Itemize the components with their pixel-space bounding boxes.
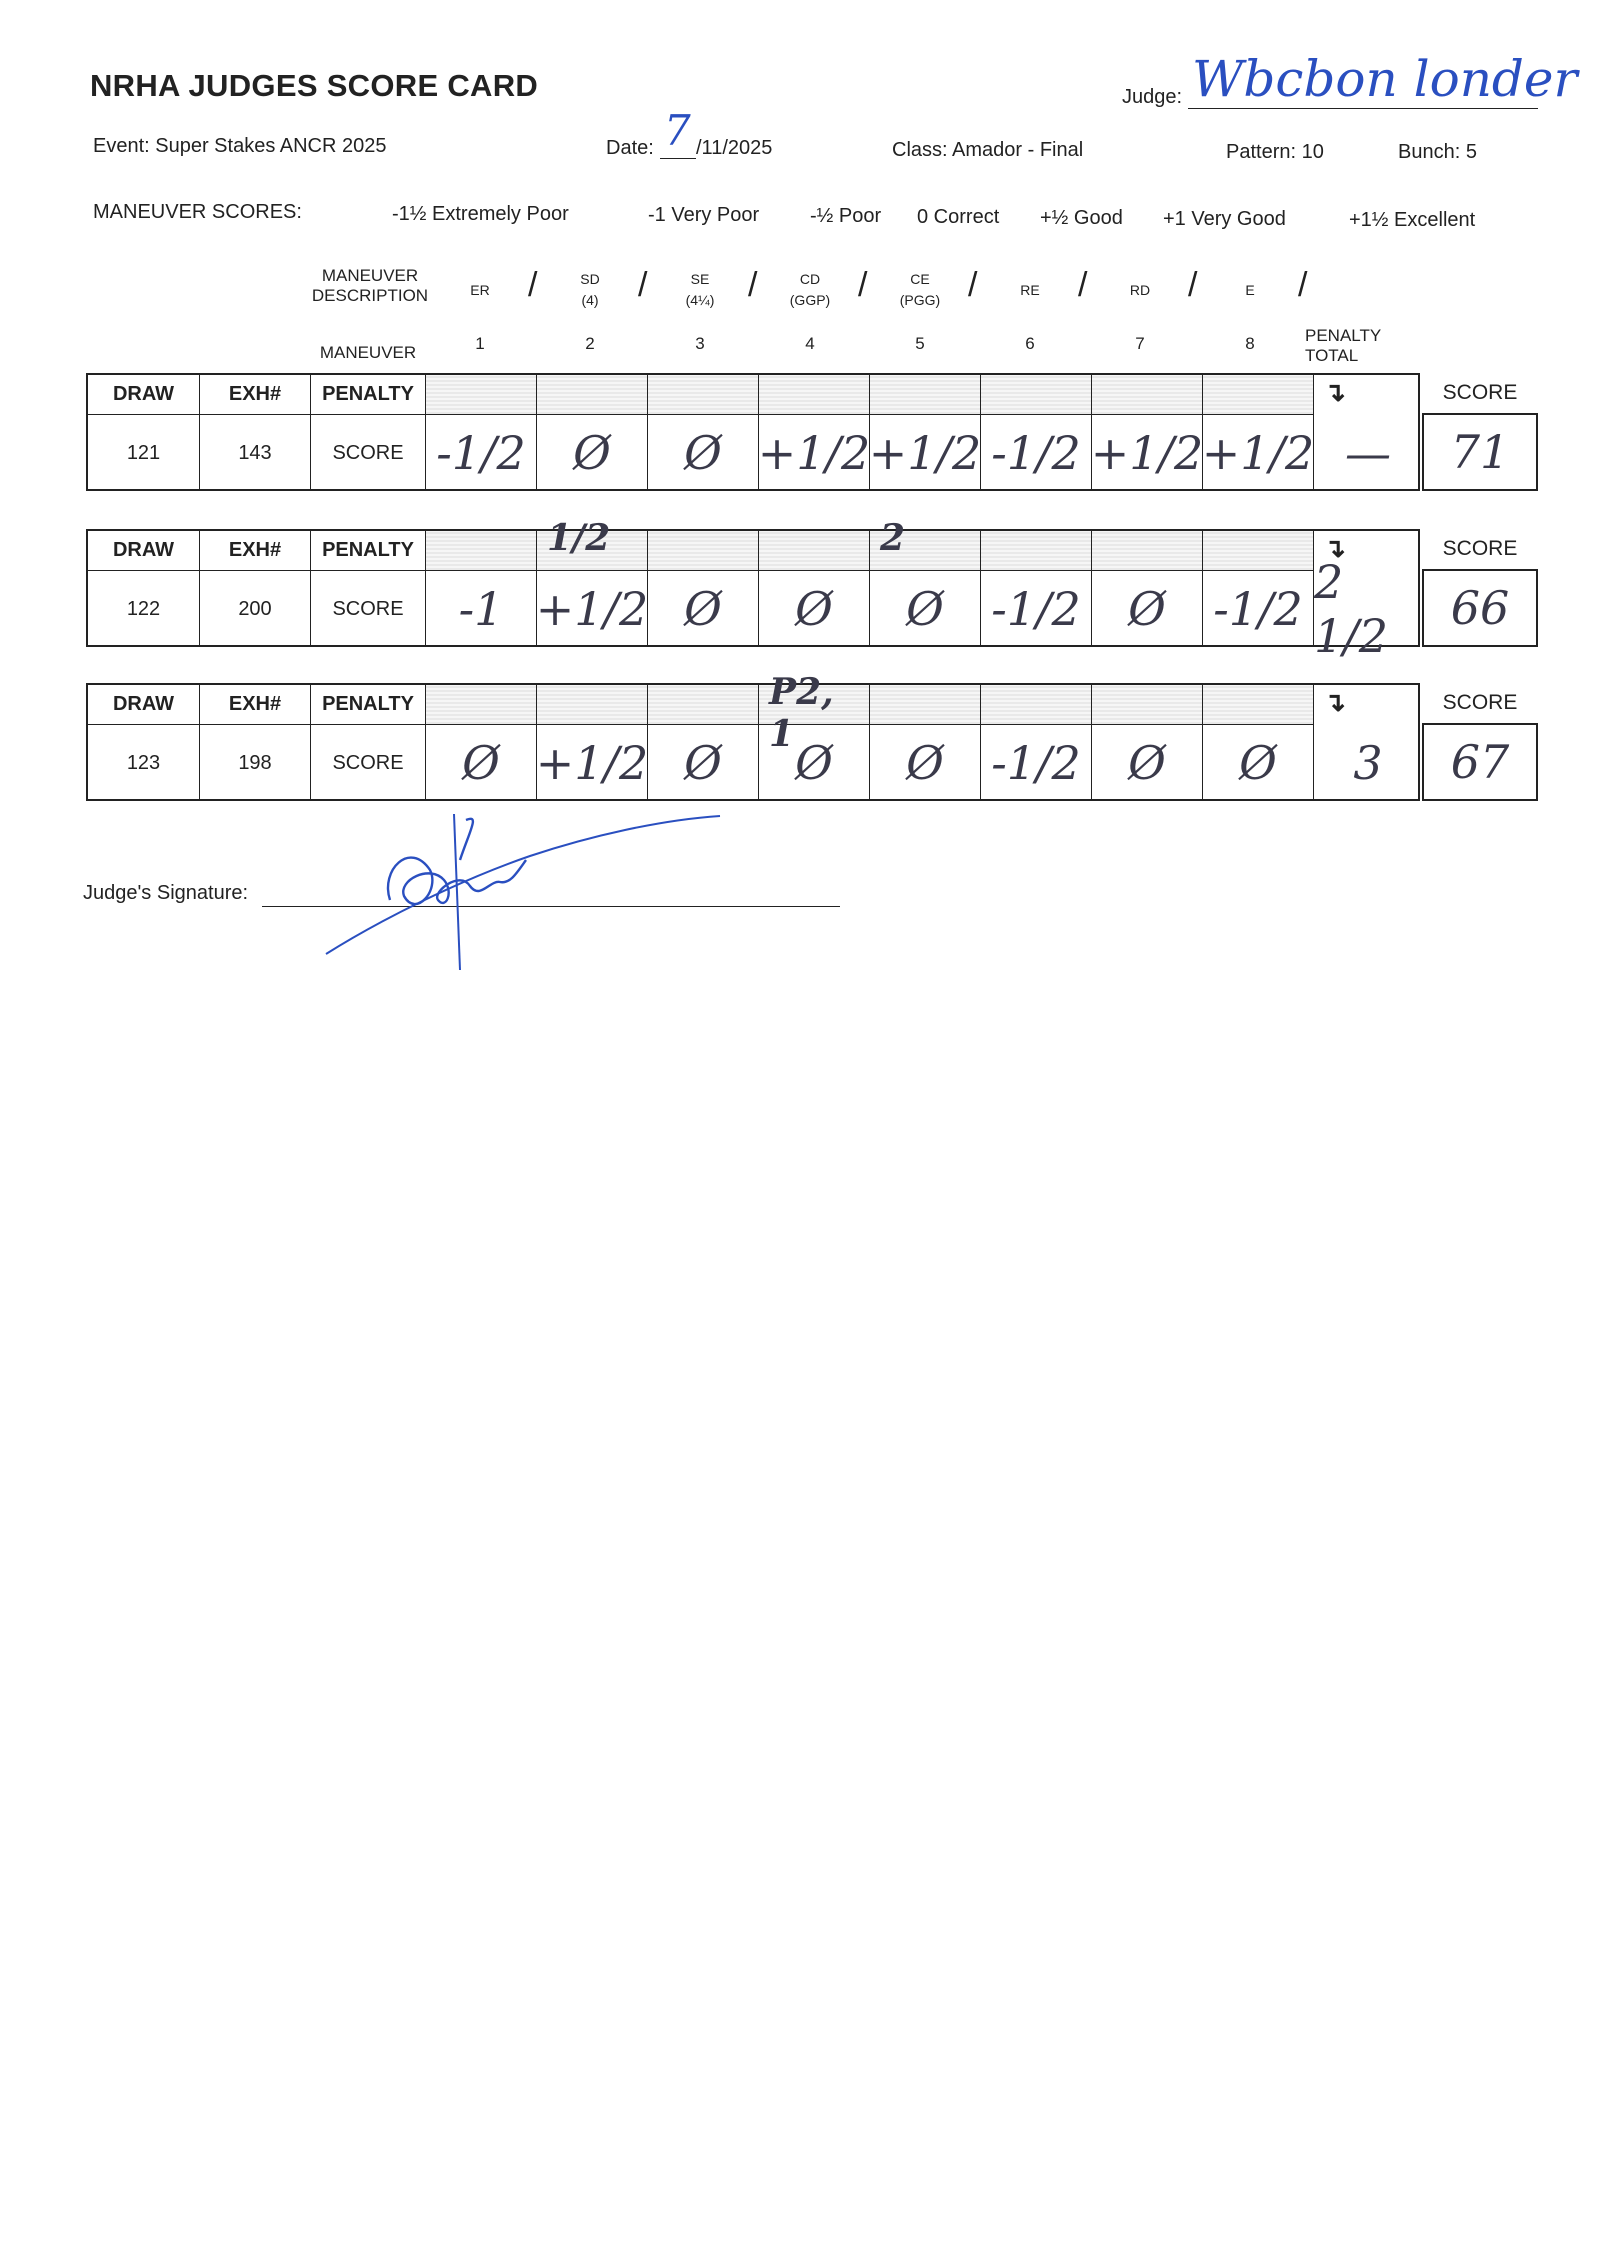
date-day-line	[660, 158, 696, 159]
maneuver-score-cell	[1092, 725, 1203, 801]
legend-item: -1½ Extremely Poor	[392, 203, 569, 225]
maneuver-score-cell	[537, 725, 648, 801]
maneuver-penalty-cell	[648, 531, 759, 571]
exh-header: EXH#	[200, 375, 311, 415]
maneuver-score: -1/2	[436, 426, 526, 480]
maneuver-penalty-cell	[648, 375, 759, 415]
maneuver-penalty-cell	[981, 375, 1092, 415]
penalty-header: PENALTY	[311, 375, 426, 415]
maneuver-code: ER	[470, 282, 490, 298]
score-row-label: SCORE	[311, 725, 426, 801]
penalty-total-arrow-icon: ↴	[1324, 687, 1346, 717]
run-card-3	[86, 671, 1538, 801]
maneuver-number: 2	[585, 334, 595, 353]
maneuver-score: Ø	[906, 582, 944, 636]
maneuver-score: +1/2	[1090, 426, 1204, 480]
maneuver-penalty-cell	[537, 685, 648, 725]
maneuver-score-cell	[648, 725, 759, 801]
maneuver-number: 5	[915, 334, 925, 353]
maneuver-score: Ø	[1128, 736, 1166, 790]
penalty-total-cell	[1314, 725, 1422, 801]
final-score-cell	[1422, 569, 1538, 647]
class-label: Class: Amador - Final	[892, 139, 1084, 161]
maneuver-number-label: MANEUVER	[319, 343, 417, 362]
draw-header: DRAW	[88, 531, 200, 571]
maneuver-score-cell	[1092, 415, 1203, 491]
maneuver-separator: /	[638, 266, 648, 304]
maneuver-number: 7	[1135, 334, 1145, 353]
maneuver-separator: /	[528, 266, 538, 304]
maneuver-penalty-cell	[426, 375, 537, 415]
run-card-1	[86, 373, 1538, 491]
maneuver-score-cell	[870, 415, 981, 491]
maneuver-score-cell	[759, 571, 870, 647]
maneuver-penalty-cell	[759, 375, 870, 415]
penalty-total-cell	[1314, 415, 1422, 491]
exh-header: EXH#	[200, 685, 311, 725]
maneuver-score-cell	[426, 571, 537, 647]
maneuver-score: Ø	[462, 736, 500, 790]
maneuver-code: E	[1245, 282, 1255, 298]
maneuver-penalty-cell	[426, 531, 537, 571]
maneuver-sub-code: (4¼)	[685, 292, 715, 308]
exh-header: EXH#	[200, 531, 311, 571]
score-row-label: SCORE	[311, 571, 426, 647]
draw-number: 122	[88, 571, 200, 647]
maneuver-separator: /	[1188, 266, 1198, 304]
penalty-total-value: 3	[1353, 736, 1383, 790]
maneuver-score-cell	[648, 571, 759, 647]
maneuver-score: -1/2	[991, 582, 1081, 636]
maneuver-score-cell	[426, 415, 537, 491]
legend-item: +½ Good	[1040, 207, 1123, 229]
legend-item: +1 Very Good	[1163, 208, 1286, 230]
maneuver-score: Ø	[1239, 736, 1277, 790]
judge-name: Wbcbon londer	[1192, 50, 1578, 108]
bunch-label: Bunch: 5	[1398, 141, 1477, 163]
legend-item: 0 Correct	[917, 206, 1000, 228]
maneuver-score-cell	[1203, 415, 1314, 491]
maneuver-number: 6	[1025, 334, 1035, 353]
date-label: Date:	[606, 137, 654, 159]
maneuver-penalty-cell	[759, 671, 870, 755]
final-score-box	[1422, 529, 1538, 647]
date-rest: /11/2025	[696, 137, 773, 159]
final-score-label: SCORE	[1442, 691, 1518, 714]
maneuver-score: +1/2	[535, 582, 649, 636]
maneuver-score-cell	[870, 725, 981, 801]
maneuver-score: +1/2	[535, 736, 649, 790]
run-card-2	[86, 517, 1538, 663]
page-title: NRHA JUDGES SCORE CARD	[90, 68, 539, 103]
maneuver-sub-code: (4)	[581, 292, 599, 308]
penalty-total-header	[1314, 685, 1422, 725]
maneuver-score-cell	[537, 571, 648, 647]
penalty-header: PENALTY	[311, 531, 426, 571]
maneuver-separator: /	[1078, 266, 1088, 304]
maneuver-score-cell	[537, 415, 648, 491]
maneuver-score: Ø	[795, 582, 833, 636]
maneuver-separator: /	[748, 266, 758, 304]
maneuver-penalty-cell	[648, 685, 759, 725]
maneuver-score-cell	[648, 415, 759, 491]
maneuver-score-cell	[870, 571, 981, 647]
maneuver-code: CD	[799, 271, 821, 287]
maneuver-penalty-cell	[1092, 685, 1203, 725]
draw-header: DRAW	[88, 685, 200, 725]
score-grid	[86, 373, 1420, 491]
penalty-total-header	[1314, 375, 1422, 415]
maneuver-number: 1	[475, 334, 485, 353]
maneuver-score: +1/2	[868, 426, 982, 480]
final-score-cell	[1422, 723, 1538, 801]
penalty-mark: 1/2	[547, 517, 611, 559]
legend-item: -½ Poor	[810, 205, 882, 227]
maneuver-score-cell	[759, 415, 870, 491]
penalty-mark: P2, 1	[769, 671, 834, 755]
maneuver-score-cell	[1092, 571, 1203, 647]
exhibitor-number: 200	[200, 571, 311, 647]
maneuver-score-cell	[759, 725, 870, 801]
maneuver-score: Ø	[684, 582, 722, 636]
final-score-box	[1422, 373, 1538, 491]
maneuver-penalty-cell	[870, 517, 981, 571]
final-score-cell	[1422, 413, 1538, 491]
maneuver-penalty-cell	[1203, 531, 1314, 571]
maneuver-penalty-cell	[537, 375, 648, 415]
final-score-value: 67	[1450, 735, 1510, 789]
draw-number: 121	[88, 415, 200, 491]
legend-item: +1½ Excellent	[1349, 209, 1476, 231]
event-label: Event: Super Stakes ANCR 2025	[93, 135, 387, 157]
maneuver-score: Ø	[573, 426, 611, 480]
maneuver-description-label: MANEUVER DESCRIPTION	[311, 266, 429, 305]
maneuver-code: RE	[1020, 282, 1040, 298]
penalty-mark: 2	[880, 517, 906, 559]
penalty-total-value: 2 1/2	[1314, 555, 1389, 663]
maneuver-penalty-cell	[981, 531, 1092, 571]
maneuver-penalty-cell	[1203, 685, 1314, 725]
maneuver-penalty-cell	[537, 517, 648, 571]
maneuver-score: Ø	[906, 736, 944, 790]
final-score-label: SCORE	[1442, 381, 1518, 404]
maneuver-penalty-cell	[981, 685, 1092, 725]
maneuver-score: -1	[458, 582, 504, 636]
maneuver-score-cell	[426, 725, 537, 801]
score-grid	[86, 671, 1420, 801]
maneuver-penalty-cell	[1092, 375, 1203, 415]
maneuver-score-cell	[981, 415, 1092, 491]
draw-header: DRAW	[88, 375, 200, 415]
maneuver-score: Ø	[795, 736, 833, 790]
legend-label: MANEUVER SCORES:	[93, 201, 302, 223]
maneuver-penalty-cell	[870, 685, 981, 725]
maneuver-separator: /	[858, 266, 868, 304]
penalty-total-value: —	[1345, 426, 1391, 480]
penalty-total-cell	[1314, 555, 1422, 663]
penalty-total-label: PENALTY TOTAL	[1305, 326, 1381, 365]
pattern-label: Pattern: 10	[1226, 141, 1324, 163]
maneuver-score: -1/2	[991, 736, 1081, 790]
maneuver-score: +1/2	[1201, 426, 1315, 480]
maneuver-score: +1/2	[757, 426, 871, 480]
maneuver-penalty-cell	[1203, 375, 1314, 415]
exhibitor-number: 143	[200, 415, 311, 491]
maneuver-separator: /	[968, 266, 978, 304]
judge-name-line	[1188, 108, 1538, 109]
final-score-value: 71	[1450, 425, 1510, 479]
maneuver-score: Ø	[684, 736, 722, 790]
maneuver-number: 4	[805, 334, 815, 353]
penalty-header: PENALTY	[311, 685, 426, 725]
maneuver-score-cell	[1203, 725, 1314, 801]
maneuver-number: 8	[1245, 334, 1255, 353]
judge-signature-scribble	[320, 800, 730, 980]
final-score-value: 66	[1450, 581, 1510, 635]
maneuver-sub-code: (GGP)	[789, 292, 831, 308]
maneuver-sub-code: (PGG)	[899, 292, 941, 308]
maneuver-score-cell	[981, 725, 1092, 801]
date-day: 7	[664, 106, 691, 155]
draw-number: 123	[88, 725, 200, 801]
maneuver-score: Ø	[1128, 582, 1166, 636]
maneuver-score-cell	[981, 571, 1092, 647]
maneuver-penalty-cell	[426, 685, 537, 725]
final-score-box	[1422, 683, 1538, 801]
maneuver-number: 3	[695, 334, 705, 353]
score-row-label: SCORE	[311, 415, 426, 491]
penalty-total-arrow-icon: ↴	[1324, 533, 1346, 563]
legend-item: -1 Very Poor	[648, 204, 760, 226]
signature-label: Judge's Signature:	[83, 882, 249, 904]
maneuver-code: SD	[580, 271, 600, 287]
maneuver-code: RD	[1129, 282, 1151, 298]
maneuver-penalty-cell	[870, 375, 981, 415]
maneuver-score: -1/2	[991, 426, 1081, 480]
maneuver-penalty-cell	[1092, 531, 1203, 571]
maneuver-score: Ø	[684, 426, 722, 480]
final-score-label: SCORE	[1442, 537, 1518, 560]
maneuver-score-cell	[1203, 571, 1314, 647]
penalty-total-arrow-icon: ↴	[1324, 377, 1346, 407]
exhibitor-number: 198	[200, 725, 311, 801]
maneuver-penalty-cell	[759, 531, 870, 571]
score-grid	[86, 517, 1420, 663]
maneuver-score: -1/2	[1213, 582, 1303, 636]
maneuver-separator: /	[1298, 266, 1308, 304]
maneuver-code: CE	[910, 271, 930, 287]
judge-label: Judge:	[1122, 86, 1183, 108]
maneuver-code: SE	[690, 271, 710, 287]
